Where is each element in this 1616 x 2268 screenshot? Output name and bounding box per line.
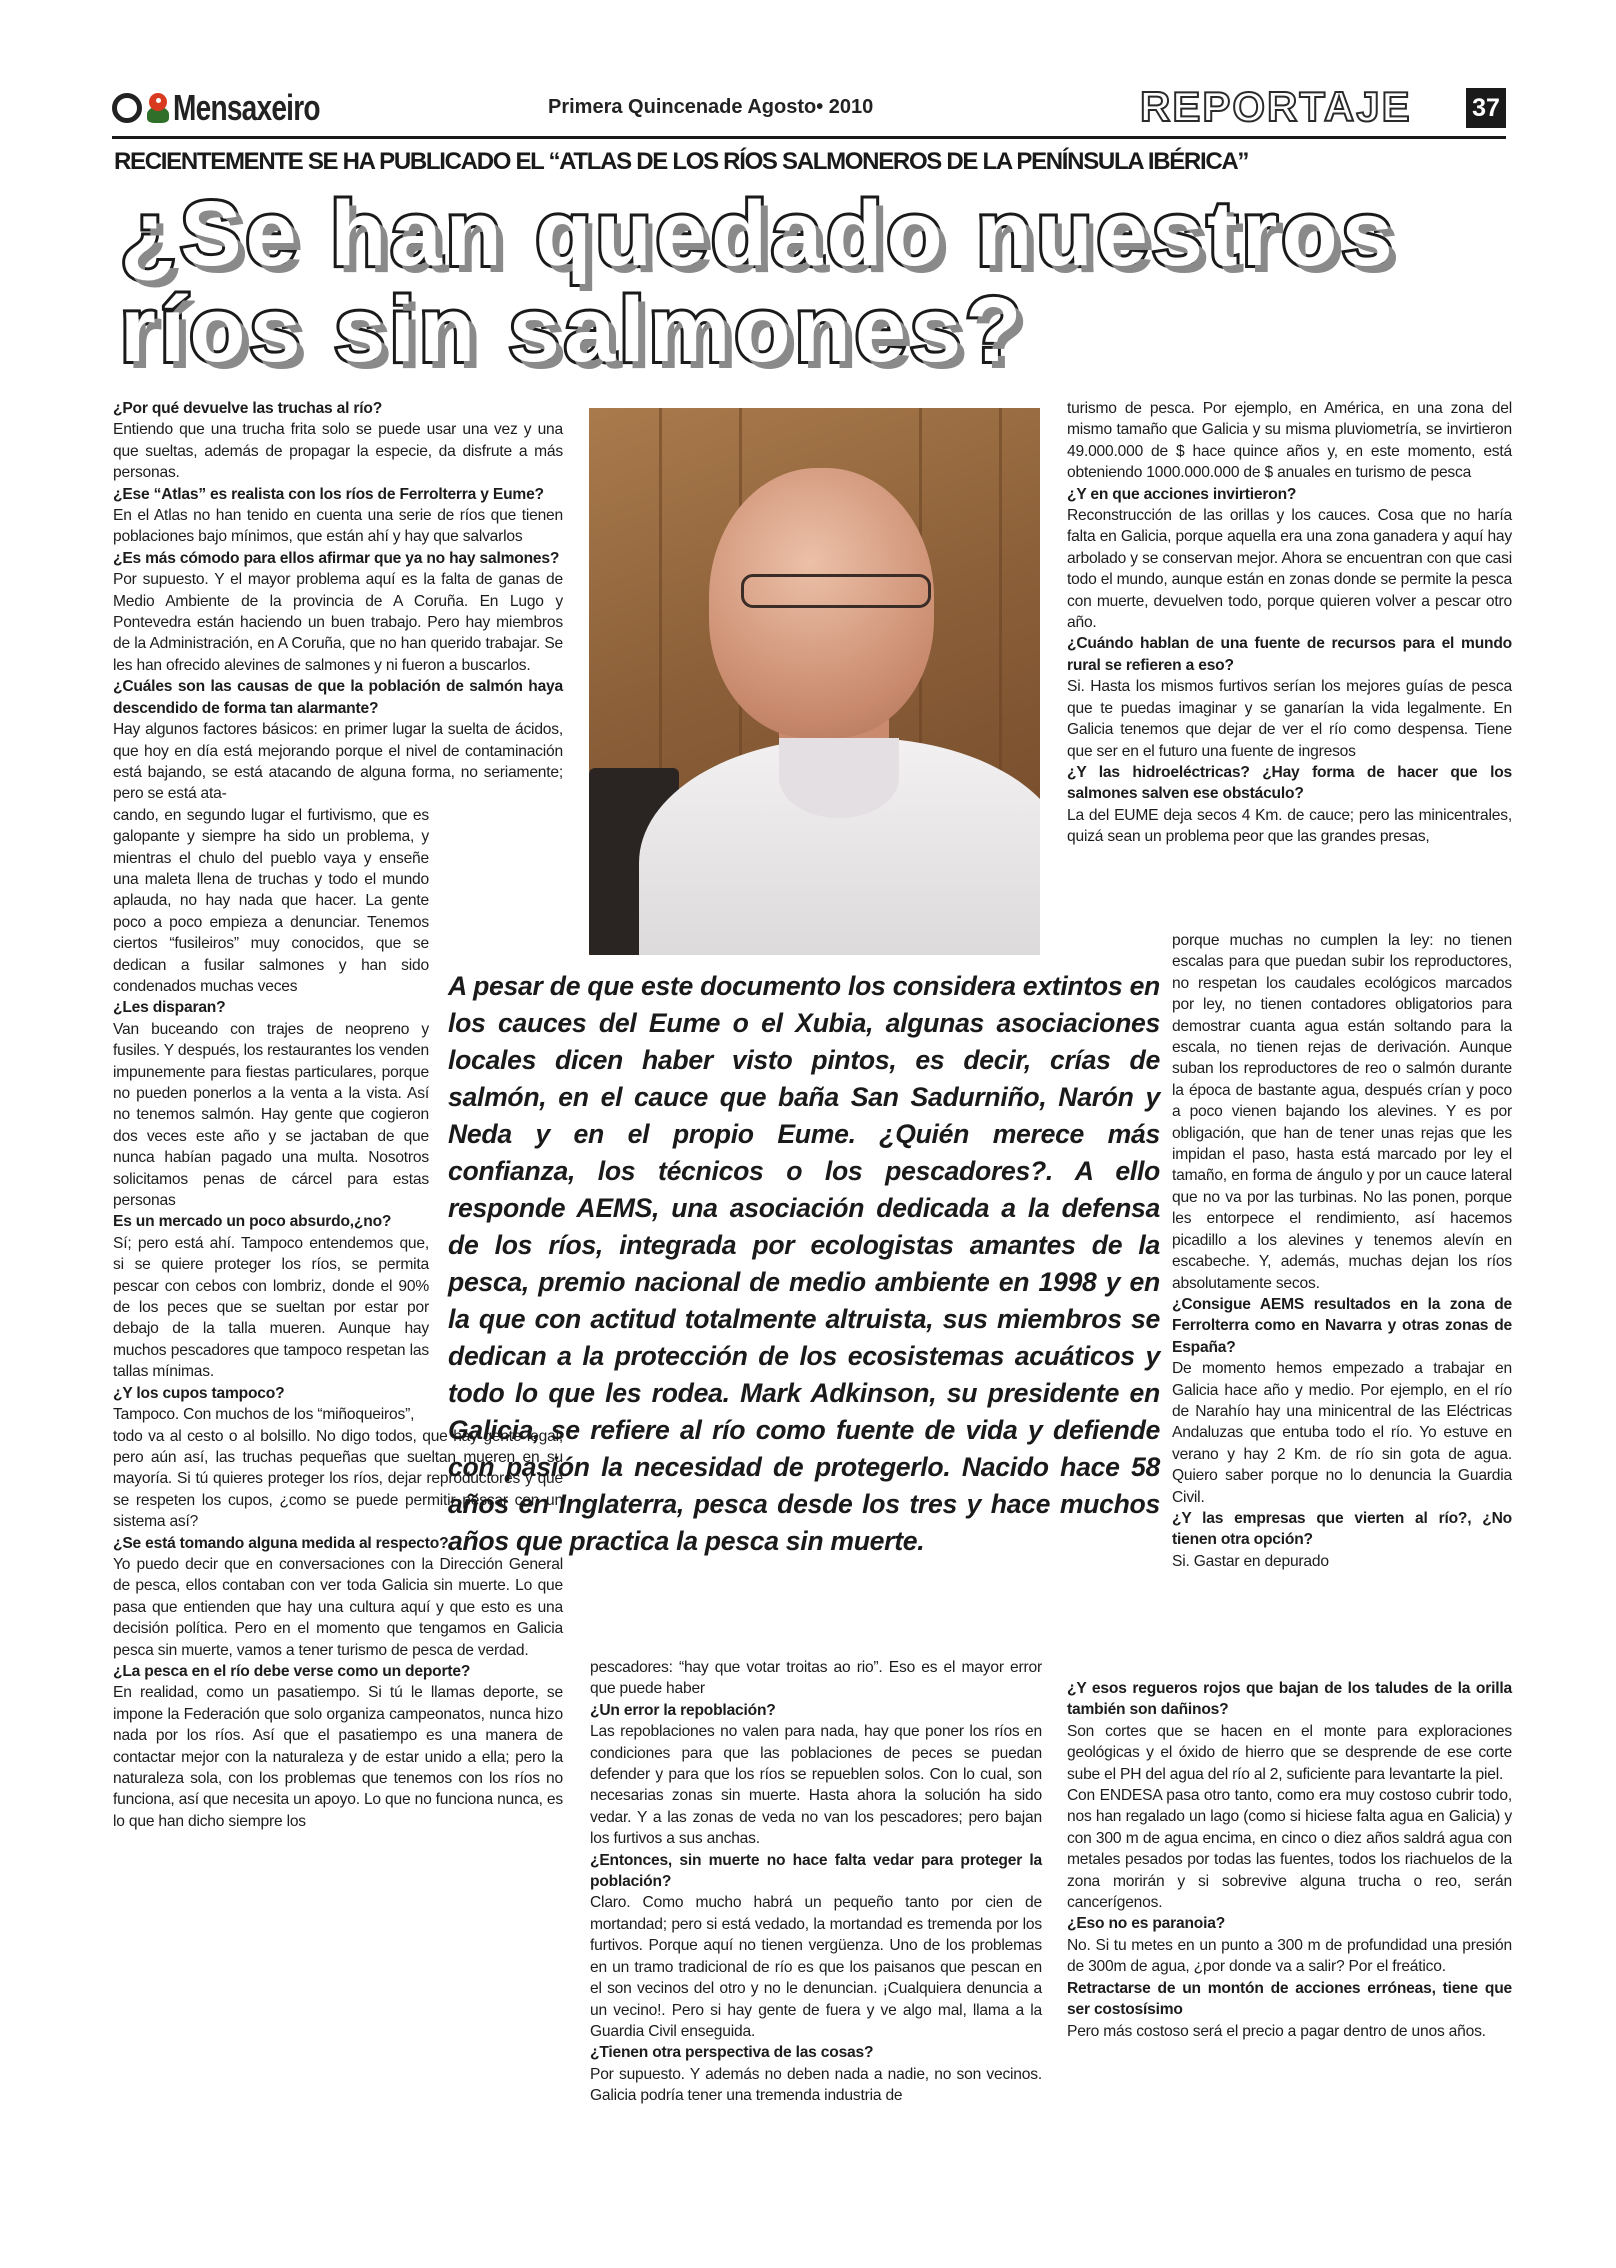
interview-question: ¿Y esos regueros rojos que bajan de los taludes de la orilla también son dañinos? [1067,1680,1512,1719]
interview-answer: Las repoblaciones no valen para nada, hay que poner los ríos en condiciones para que las poblaciones de peces se puedan defender y para que los ríos se repueblen solos. Con lo cual, son necesarias zonas sin muerte. Hasta ahora la solución ha sido vedar. Y a las zonas de veda no van los pescadores; pero bajan los furtivos a sus anchas. [590,1723,1042,1848]
interview-answer: Por supuesto. Y además no deben nada a nadie, no son vecinos. Galicia podría tener una tremenda industria de [590,2065,1042,2105]
logo-text: Mensaxeiro [173,87,320,128]
interview-answer: Si. Gastar en depurado [1172,1552,1329,1570]
kicker: RECIENTEMENTE SE HA PUBLICADO EL “ATLAS DE LOS RÍOS SALMONEROS DE LA PENÍNSULA IBÉRICA” [114,148,1249,175]
interview-answer: Sí; pero está ahí. Tampoco entendemos que, si se quiere proteger los ríos, se permita pescar con cebos con lombriz, donde el 90% de los peces que se sueltan por estar por debajo de la talla mueren. Aunque hay muchos pescadores que tampoco respetan las tallas mínimas. [113,1234,429,1381]
interview-question: ¿Es más cómodo para ellos afirmar que ya no hay salmones? [113,549,560,567]
interview-answer: De momento hemos empezado a trabajar en Galicia hace año y medio. Por ejemplo, en el río de Narahío hay una minicentral de las Eléctricas Andaluzas que entuba todo el río. Yo estuve en verano y hay 2 Km. de río sin gota de agua. Quiero saber porque no lo denuncia la Guardia Civil. [1172,1360,1512,1506]
interview-question: ¿Eso no es paranoia? [1067,1915,1226,1933]
interview-answer: turismo de pesca. Por ejemplo, en América, en una zona del mismo tamaño que Galicia y su misma pluviometría, se invirtieron 49.000.000 de $ hace quince años y, en este momento, está obteniendo 1000.000.000 de $ anuales en turismo de pesca [1067,400,1512,482]
interview-answer: Por supuesto. Y el mayor problema aquí es la falta de ganas de Medio Ambiente de la provincia de A Coruña. En Lugo y Pontevedra están haciendo un buen trabajo. Pero hay miembros de la Administración, en A Coruña, que no han querido trabajar. Se les han ofrecido alevines de salmones y ni fueron a buscarlos. [113,571,563,674]
interview-answer: Reconstrucción de las orillas y los cauces. Cosa que no haría falta en Galicia, porque aquella era una zona ganadera y aquí hay arbolado y se conservan mejor. Ahora se encuentran con que casi todo el mundo, aunque están en zonas donde se permite la pesca con muerte, devuelven todo, porque quieren volver a pescar otro año. [1067,507,1512,632]
headline [120,183,1397,381]
column-3-bottom [1067,1678,1512,2042]
interview-question: ¿Entonces, sin muerte no hace falta vedar para proteger la población? [590,1851,1042,1891]
interview-question: Es un mercado un poco absurdo,¿no? [113,1213,392,1231]
column-3-narrow [1172,930,1512,1572]
masthead-logo [112,82,361,134]
interview-question: ¿Y en que acciones invirtieron? [1067,485,1297,503]
interview-question: ¿Se está tomando alguna medida al respecto? [113,1534,449,1552]
interview-answer: cando, en segundo lugar el furtivismo, que es galopante y siempre ha sido un problema, y mientras el chulo del pueblo vaya y enseñe una maleta llena de truchas y todo el mundo aplauda, no hay nada que hacer. La gente poco a poco empieza a denunciar. Tenemos ciertos “fusileiros” muy conocidos, que se dedican a fusilar salmones y han sido condenados muchas veces [113,806,429,995]
interview-answer: Con ENDESA pasa otro tanto, como era muy costoso cubrir todo, nos han regalado un lago (como si hiciese falta agua en Galicia) y con 300 m de agua encima, en cinco o diez años saldrá agua con metales pesados por todas las fuentes, todos los riachuelos de la zona morirán y si sobrevive alguna trucha o reo, serán cancerígenos. [1067,1787,1512,1912]
interview-question: ¿Y las empresas que vierten al río?, ¿No tienen otra opción? [1172,1509,1512,1549]
interview-question: ¿La pesca en el río debe verse como un deporte? [113,1662,471,1680]
interview-answer: Yo puedo decir que en conversaciones con la Dirección General de pesca, ellos contaban con ver toda Galicia sin muerte. Lo que pasa que entienden que hay una cultura aquí y que esto es una decisión política. Pero en el momento que tengamos en Galicia pesca sin muerte, vamos a tener turismo de pesca de verdad. [113,1555,563,1659]
interview-answer: En el Atlas no han tenido en cuenta una serie de ríos que tienen poblaciones bajo mínimos, que están ahí y hay que salvarlos [113,507,563,546]
section-title: REPORTAJE [1140,83,1412,130]
column-1-top [113,398,563,805]
headline-line-2: ríos sin salmones? [120,279,1026,381]
issue-date: Primera Quincenade Agosto• 2010 [548,96,874,118]
interview-answer: Entiendo que una trucha frita solo se puede usar una vez y una que sueltas, además de propagar la especie, da disfrute a más personas. [113,421,563,482]
interview-answer: No. Si tu metes en un punto a 300 m de profundidad una presión de 300m de agua, ¿por donde va a salir? Por el freático. [1067,1936,1512,1976]
page-number: 37 [1466,88,1506,128]
pull-quote: A pesar de que este documento los considera extintos en los cauces del Eume o el Xubia, algunas asociaciones locales dicen haber visto pintos, es decir, crías de salmón, en el cauce que baña San Sadurniño, Narón y Neda y en el propio Eume. ¿Quién merece más confianza, los técnicos o los pescadores?. A ello responde AEMS, una asociación dedicada a la defensa de los ríos, integrada por ecologistas amantes de la pesca, premio nacional de medio ambiente en 1998 y en la que con actitud totalmente altruista, sus miembros se dedican a la protección de los ecosistemas acuáticos y todo lo que les rodea. Mark Adkinson, su presidente en Galicia, se refiere al río como fuente de vida y defiende con pasión la necesidad de protegerlo. Nacido hace 58 años en Inglaterra, pesca desde los tres y hace muchos años que practica la pesca sin muerte. [448,971,1160,1556]
interview-answer: Si. Hasta los mismos furtivos serían los mejores guías de pesca que te puedas imaginar y se ganarían la vida legalmente. En Galicia tenemos que dejar de ver el río como despensa. Tiene que ser en el futuro una fuente de ingresos [1067,678,1512,760]
headline-line-1: ¿Se han quedado nuestros [120,183,1397,285]
interview-answer: todo va al cesto o al bolsillo. No digo todos, que hay gente legal; pero aún así, las truchas pequeñas que sueltan mueren en su mayoría. Si tú quieres proteger los ríos, dejar reproductores y que se respeten los cupos, ¿como se puede permitir pescar con un sistema así? [113,1427,563,1531]
column-1-narrow [113,805,429,1426]
interview-answer: Son cortes que se hacen en el monte para exploraciones geológicas y el óxido de hierro que se desprende de ese corte sube el PH del agua del río al 2, suficiente para levantarte la piel. [1067,1722,1512,1783]
rooster-mascot-icon [145,91,171,125]
interview-answer: Pero más costoso será el precio a pagar dentro de unos años. [1067,2022,1486,2040]
interview-question: ¿Un error la repoblación? [590,1701,776,1719]
column-3 [1067,398,1512,848]
interview-question: Retractarse de un montón de acciones erróneas, tiene que ser costosísimo [1067,1979,1512,2019]
interview-answer: Claro. Como mucho habrá un pequeño tanto por cien de mortandad; pero si está vedado, la mortandad es tremenda por los furtivos. Porque aquí no tienen vergüenza. Uno de los problemas en un tramo tradicional de río es que los paisanos que pescan en el son vecinos del otro y no le denuncian. ¡Cualquiera denuncia a un vecino!. Pero si hay gente de fuera y ve algo mal, llama a la Guardia Civil enseguida. [590,1894,1042,2040]
interview-question: ¿Les disparan? [113,999,226,1017]
interview-question: ¿Por qué devuelve las truchas al río? [113,400,383,417]
interview-answer: La del EUME deja secos 4 Km. de cauce; pero las minicentrales, quizá sean un problema peor que las grandes presas, [1067,806,1512,846]
interview-question: ¿Y las hidroeléctricas? ¿Hay forma de hacer que los salmones salven ese obstáculo? [1067,763,1512,803]
interview-question: ¿Y los cupos tampoco? [113,1384,285,1402]
interview-answer: Tampoco. Con muchos de los “miñoqueiros”, [113,1406,415,1424]
interview-answer: En realidad, como un pasatiempo. Si tú le llamas deporte, se impone la Federación que solo organiza campeonatos, nunca hizo nada por los ríos. Así que el pasatiempo es una manera de contactar mejor con la naturaleza y de estar unido a ella; pero la naturaleza sola, con los problemas que tenemos con los ríos no funciona, así que necesita un apoyo. Lo que no funciona nunca, es lo que han dicho siempre los [113,1684,563,1830]
interview-answer: porque muchas no cumplen la ley: no tienen escalas para que puedan subir los reproductores, no respetan los caudales ecológicos marcados por ley, no tienen contadores obligatorios para demostrar cuanta agua están soltando para la escala, no tienen rejas de derivación. Aunque suban los reproductores de reo o salmón durante la época de bastante agua, después crían y poco a poco vienen bajando los alevines. Y es por obligación, que han de tener unas rejas que les impidan el paso, hasta está marcado por ley el tamaño, en forma de ángulo y por un cauce lateral que no va por las turbinas. No las ponen, porque les entorpece el rendimiento, así hacemos picadillo a los alevines y tenemos alevín en escabeche. Y, además, muchas dejan los ríos absolutamente secos. [1172,932,1512,1292]
column-2 [590,1657,1042,2107]
interview-answer: Hay algunos factores básicos: en primer lugar la suelta de ácidos, que hoy en día está mejorando porque el nivel de contaminación está bajando, se está atacando de alguna forma, no seriamente; pero se está ata- [113,721,563,803]
header-rule [112,136,1506,139]
interview-question: ¿Ese “Atlas” es realista con los ríos de Ferrolterra y Eume? [113,485,544,503]
interview-answer: Van buceando con trajes de neopreno y fusiles. Y después, los restaurantes los venden impunemente para fiestas particulares, porque no pueden ponerlos a la venta a la vista. Así no tenemos salmón. Hay gente que cogieron dos veces este año y se jactaban de que nunca habían pagado una multa. Nosotros solicitamos penas de cárcel para estas personas [113,1020,429,1210]
logo-ring-icon [112,93,142,123]
interview-photo [589,408,1040,955]
interview-answer: pescadores: “hay que votar troitas ao rio”. Eso es el mayor error que puede haber [590,1659,1042,1698]
interview-question: ¿Cuáles son las causas de que la población de salmón haya descendido de forma tan alarmante? [113,678,563,717]
interview-question: ¿Tienen otra perspectiva de las cosas? [590,2044,874,2062]
interview-question: ¿Cuándo hablan de una fuente de recursos para el mundo rural se refieren a eso? [1067,635,1512,674]
interview-question: ¿Consigue AEMS resultados en la zona de Ferrolterra como en Navarra y otras zonas de España? [1172,1295,1512,1356]
